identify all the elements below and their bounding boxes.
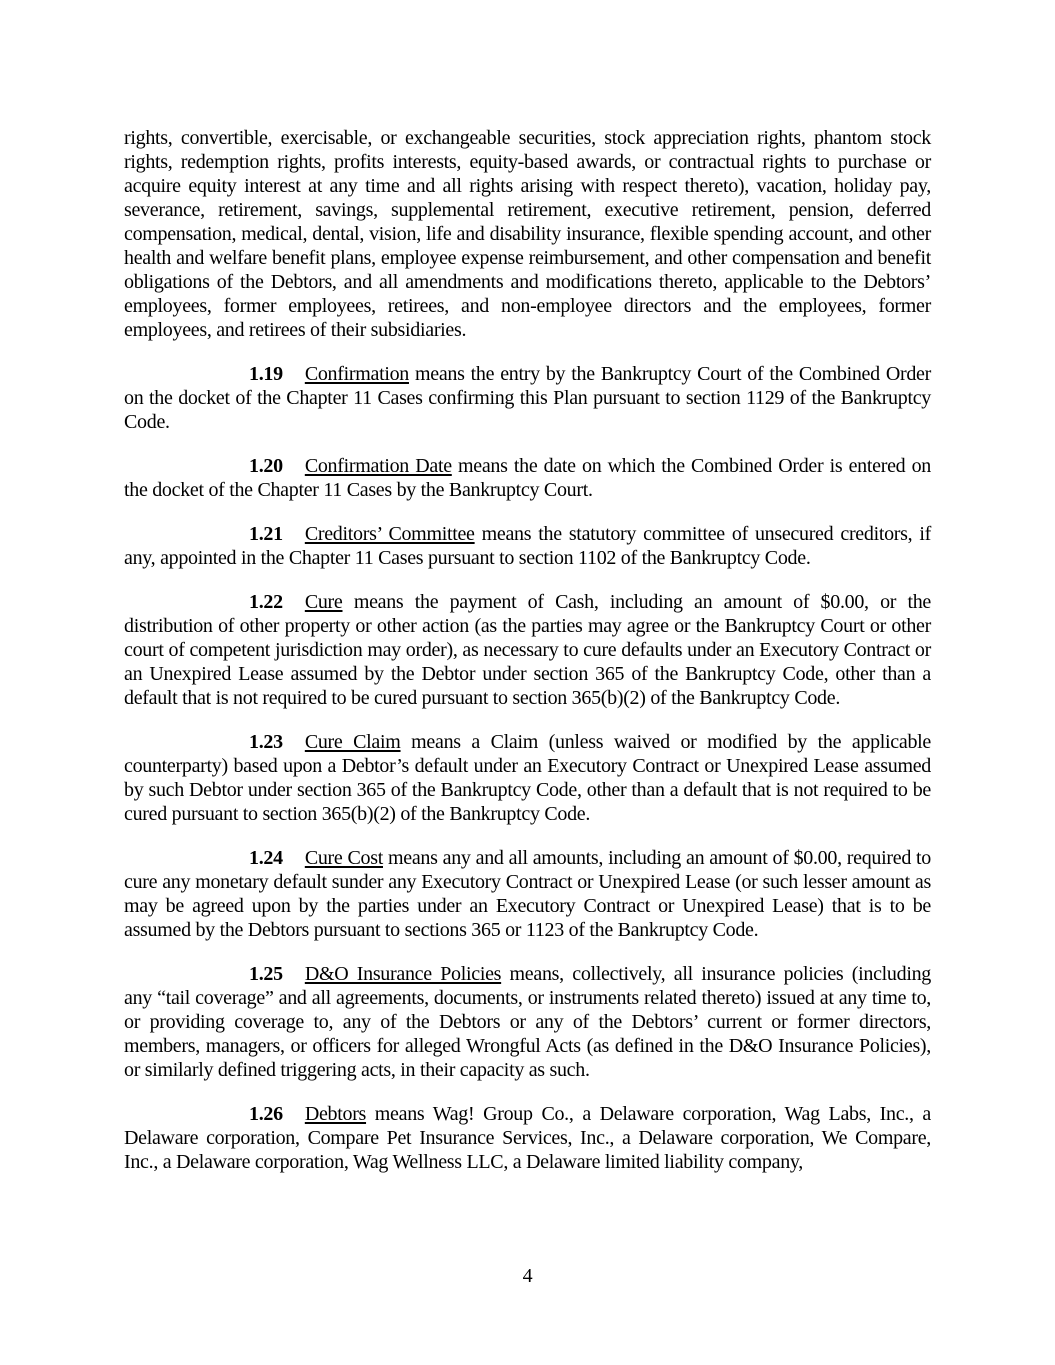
- section-number: 1.21: [249, 523, 283, 545]
- section-number: 1.23: [249, 731, 283, 753]
- definition-paragraph-1-20: [124, 454, 931, 502]
- definition-paragraph-1-23: [124, 730, 931, 826]
- definition-text: means a Claim (unless waived or modified by the applicable counterparty) based upon a Debtor’s default under an Executory Contract or Unexpired Lease assumed by such Debtor under section 365 of the Bankruptcy Code, other than a default that is not required to be cured pursuant to section 365(b)(2) of the Bankruptcy Code.: [124, 731, 931, 825]
- definition-paragraph-1-19: [124, 362, 931, 434]
- section-number: 1.25: [249, 963, 283, 985]
- defined-term: Cure Cost: [304, 847, 383, 869]
- defined-term: Cure: [304, 591, 343, 613]
- definition-paragraph-1-22: [124, 590, 931, 710]
- definition-paragraph-1-26: [124, 1102, 931, 1174]
- definition-text: means the statutory committee of unsecured creditors, if any, appointed in the Chapter 11 Cases pursuant to section 1102 of the Bankruptcy Code.: [124, 523, 931, 569]
- defined-term: D&O Insurance Policies: [304, 963, 502, 985]
- definition-text: means, collectively, all insurance policies (including any “tail coverage” and all agreements, documents, or instruments related thereto) issued at any time to, or providing coverage to, any of the Debtors or any of the Debtors’ current or former directors, members, managers, or officers for alleged Wrongful Acts (as defined in the D&O Insurance Policies), or similarly defined triggering acts, in their capacity as such.: [124, 963, 931, 1081]
- defined-term: Confirmation Date: [304, 455, 452, 477]
- paragraph-continuation: [124, 126, 931, 342]
- definition-text: means Wag! Group Co., a Delaware corporation, Wag Labs, Inc., a Delaware corporation, Compare Pet Insurance Services, Inc., a Delaware corporation, We Compare, Inc., a Delaware corporation, Wag Wellness LLC, a Delaware limited liability company,: [124, 1103, 931, 1173]
- definition-text: means the entry by the Bankruptcy Court of the Combined Order on the docket of the Chapter 11 Cases confirming this Plan pursuant to section 1129 of the Bankruptcy Code.: [124, 363, 931, 433]
- section-number: 1.24: [249, 847, 283, 869]
- defined-term: Creditors’ Committee: [304, 523, 475, 545]
- section-number: 1.20: [249, 455, 283, 477]
- page-number: 4: [522, 1265, 533, 1287]
- definition-text: means the date on which the Combined Order is entered on the docket of the Chapter 11 Cases by the Bankruptcy Court.: [124, 455, 931, 501]
- body-text: rights, convertible, exercisable, or exchangeable securities, stock appreciation rights, phantom stock rights, redemption rights, profits interests, equity-based awards, or contractual rights to purchase or acquire equity interest at any time and all rights arising with respect thereto), vacation, holiday pay, severance, retirement, savings, supplemental retirement, executive retirement, pension, deferred compensation, medical, dental, vision, life and disability insurance, flexible spending account, and other health and welfare benefit plans, employee expense reimbursement, and other compensation and benefit obligations of the Debtors, and all amendments and modifications thereto, applicable to the Debtors’ employees, former employees, retirees, and non-employee directors and the employees, former employees, and retirees of their subsidiaries.: [124, 127, 931, 341]
- definition-text: means the payment of Cash, including an amount of $0.00, or the distribution of other property or other action (as the parties may agree or the Bankruptcy Court or other court of competent jurisdiction may order), as necessary to cure defaults under an Executory Contract or an Unexpired Lease assumed by the Debtor under section 365 of the Bankruptcy Code, other than a default that is not required to be cured pursuant to section 365(b)(2) of the Bankruptcy Code.: [124, 591, 931, 709]
- section-number: 1.22: [249, 591, 283, 613]
- definition-paragraph-1-25: [124, 962, 931, 1082]
- definition-paragraph-1-24: [124, 846, 931, 942]
- definition-paragraph-1-21: [124, 522, 931, 570]
- defined-term: Confirmation: [304, 363, 409, 385]
- section-number: 1.19: [249, 363, 283, 385]
- section-number: 1.26: [249, 1103, 283, 1125]
- definition-text: means any and all amounts, including an amount of $0.00, required to cure any monetary default sunder any Executory Contract or Unexpired Lease (or such lesser amount as may be agreed upon by the parties under an Executory Contract or Unexpired Lease) that is to be assumed by the Debtors pursuant to sections 365 or 1123 of the Bankruptcy Code.: [124, 847, 931, 941]
- defined-term: Cure Claim: [304, 731, 401, 753]
- defined-term: Debtors: [304, 1103, 367, 1125]
